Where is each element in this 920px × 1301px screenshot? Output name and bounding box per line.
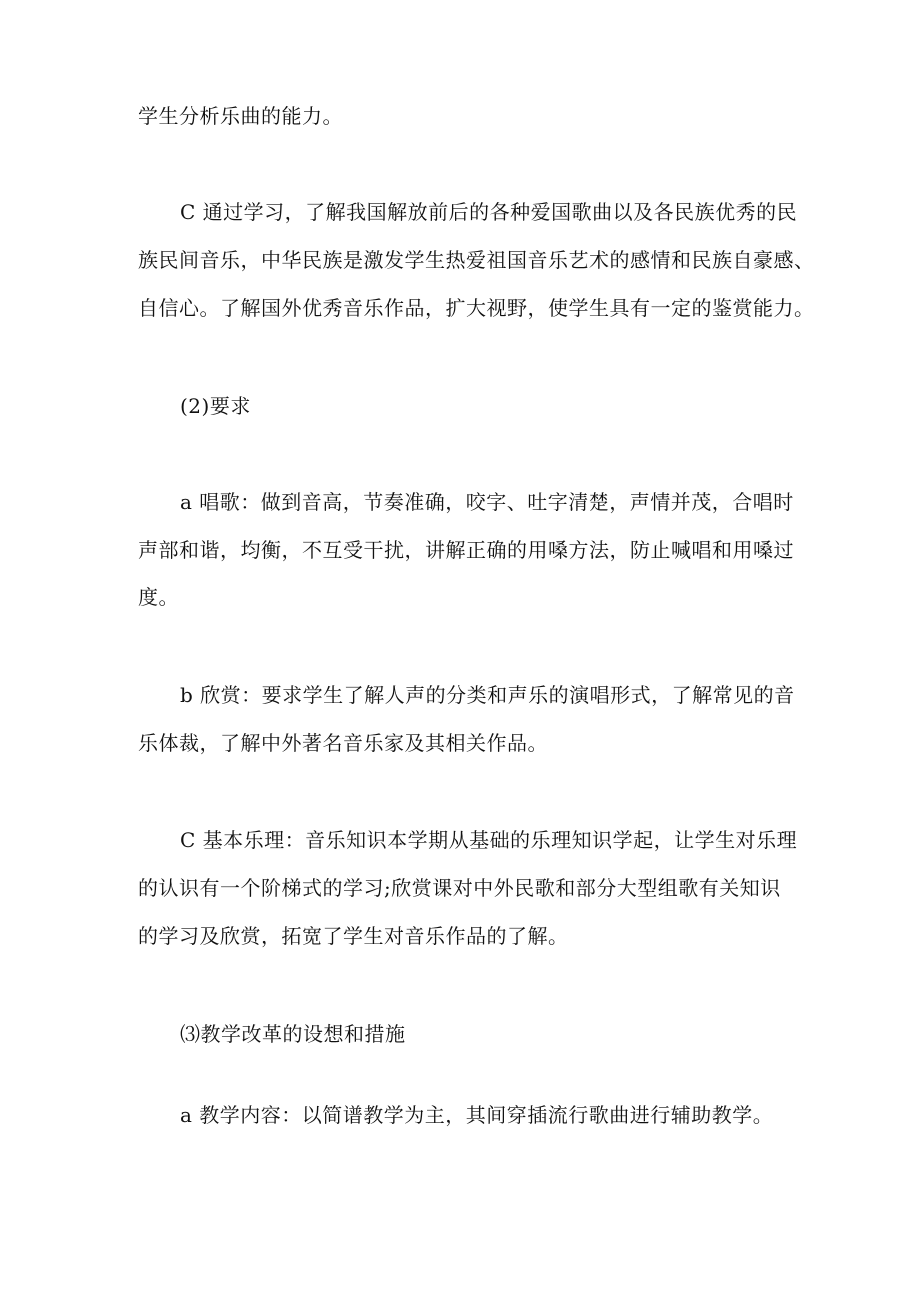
text-line: 学生分析乐曲的能力。 [138, 104, 343, 128]
text-line: 度。 [138, 585, 179, 609]
text-line: 的认识有一个阶梯式的学习;欣赏课对中外民歌和部分大型组歌有关知识 [138, 876, 781, 900]
text-line: b 欣赏：要求学生了解人声的分类和声乐的演唱形式，了解常见的音 [180, 683, 795, 707]
text-line: C 通过学习，了解我国解放前后的各种爱国歌曲以及各民族优秀的民 [180, 200, 798, 224]
text-line: 自信心。了解国外优秀音乐作品，扩大视野，使学生具有一定的鉴赏能力。 [138, 296, 815, 320]
text-line: ⑶教学改革的设想和措施 [180, 1022, 406, 1046]
text-line: 乐体裁，了解中外著名音乐家及其相关作品。 [138, 731, 548, 755]
text-line: 族民间音乐，中华民族是激发学生热爱祖国音乐艺术的感情和民族自豪感、 [138, 248, 815, 272]
text-line: C 基本乐理：音乐知识本学期从基础的乐理知识学起，让学生对乐理 [180, 828, 798, 852]
text-line: a 教学内容：以简谱教学为主，其间穿插流行歌曲进行辅助教学。 [180, 1103, 774, 1127]
text-line: 声部和谐，均衡，不互受干扰，讲解正确的用嗓方法，防止喊唱和用嗓过 [138, 538, 794, 562]
text-line: 的学习及欣赏，拓宽了学生对音乐作品的了解。 [138, 924, 569, 948]
text-line: (2)要求 [180, 394, 251, 418]
text-line: a 唱歌：做到音高，节奏准确，咬字、吐字清楚，声情并茂，合唱时 [180, 490, 794, 514]
